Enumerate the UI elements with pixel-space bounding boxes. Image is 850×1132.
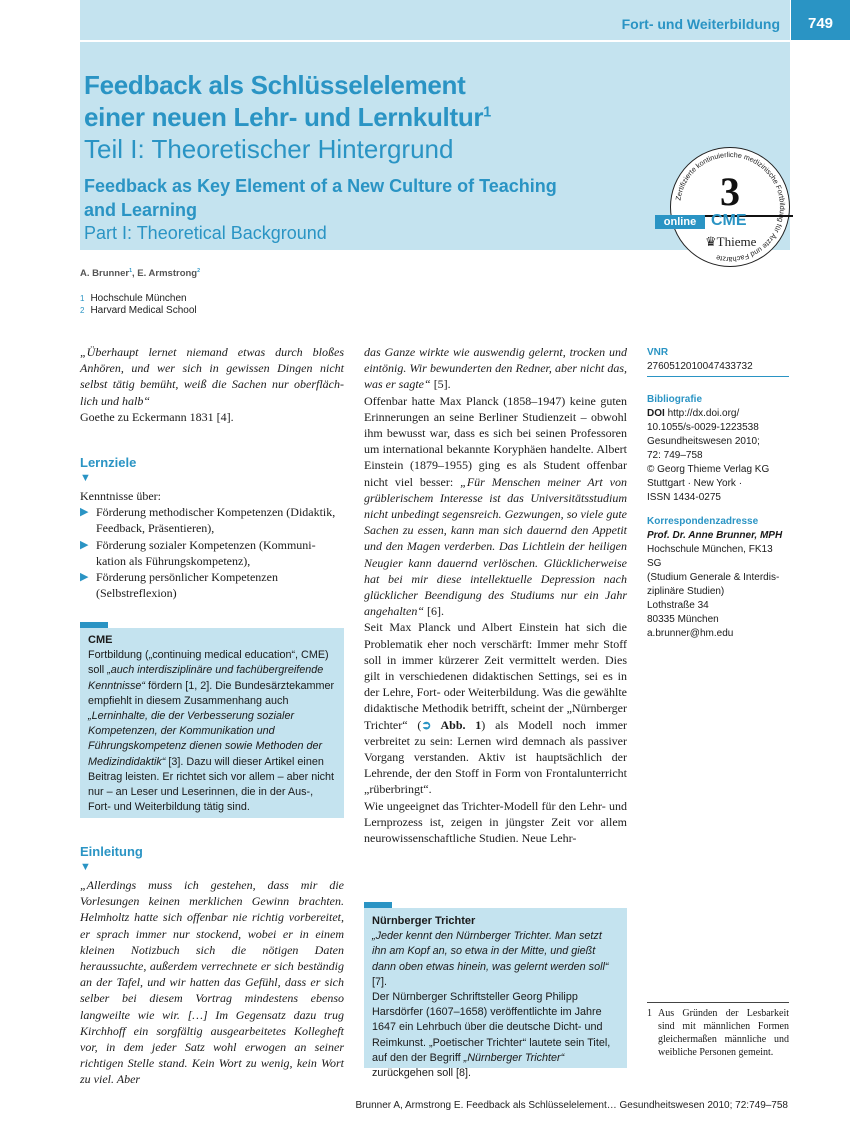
bib-line: © Georg Thieme Verlag KG	[647, 464, 770, 475]
heading-triangle-icon: ▼	[80, 472, 91, 485]
footnote-text: Aus Gründen der Lesbarkeit sind mit männlichen Formen gleichermaßen männliche und weibliche Personen gemeint.	[658, 1008, 789, 1058]
bullet-arrow-icon: ▶	[80, 571, 89, 584]
footnote-number: 1	[647, 1008, 652, 1019]
page-number: 749	[791, 0, 850, 40]
bullet-arrow-icon: ▶	[80, 506, 89, 519]
badge-cme-label: CME	[711, 212, 747, 229]
bib-line: 72: 749–758	[647, 450, 703, 461]
title-en-line-1: Feedback as Key Element of a New Culture of Teaching	[84, 176, 557, 196]
bullet-arrow-icon: ▶	[80, 538, 89, 551]
affiliation-2: 2 Harvard Medical School	[80, 305, 197, 316]
korrespondenz-label: Korrespondenzadresse	[647, 516, 759, 527]
box-tab-marker	[80, 622, 108, 628]
thieme-logo: ♛Thieme	[705, 234, 757, 249]
page-footer: Brunner A, Armstrong E. Feedback als Schlüsselelement… Gesundheitswesen 2010; 72:749–758	[355, 1100, 788, 1111]
title-en-line-2: and Learning	[84, 200, 198, 220]
bib-line: ISSN 1434-0275	[647, 492, 721, 503]
lernziele-intro: Kenntnisse über:	[80, 489, 161, 503]
address-line: Hochschule München, FK13 SG	[647, 544, 773, 569]
title-footnote-mark: 1	[483, 104, 491, 121]
address-line: ziplinäre Studien)	[647, 586, 725, 597]
thieme-crest-icon: ♛	[705, 234, 717, 249]
paragraph-neuro: Wie ungeeignet das Trichter-Modell für den Lehr- und Lernprozess ist, zeigen in jüngster Zeit vor allem neurowissenschaftliche Studien. Neue Lehr-	[364, 798, 627, 846]
cme-box-text: Fortbildung („continuing medical education“, CME) soll „auch interdisziplinäre und fachübergreifende Kenntnisse“ fördern [1, 2]. Die Bundesärztekammer empfiehlt in diesem Zusammenhang auch „Lerninhalte, die der Verbesserung sozialer Kompetenzen, der Kommunikation und Führungskompetenz dienen sowie Methoden der Medizindidaktik“ [3]. Dazu will dieser Artikel einen Beitrag leisten. Er richtet sich vor allem – aber nicht nur – an Leser und Leserinnen, die in der Aus-, Fort- und Weiterbildung tätig sind.	[88, 649, 335, 814]
doi: DOI http://dx.doi.org/	[647, 408, 740, 419]
left-column	[80, 344, 344, 425]
title-de-line-1: Feedback als Schlüsselelement	[84, 70, 466, 100]
bibliografie-label: Bibliografie	[647, 394, 703, 405]
list-item: ▶ Förderung persönlicher Kompetenzen (Selbstreflexion)	[80, 570, 278, 601]
vnr-value: 2760512010047433732	[647, 360, 789, 377]
quote-continuation: das Ganze wirkte wie auswendig gelernt, trocken und eintönig. Wir bewunderten den Redner, aber nicht das, was er sagte“ [5].	[364, 345, 627, 392]
lernziele-heading: Lernziele	[80, 455, 137, 470]
epigraph: „Überhaupt lernet niemand etwas durch bloßes Anhören, und wer sich in gewissen Dingen nicht selbst tätig bemüht, weiß die Sachen nur oberfläch- lich und halb“	[80, 345, 344, 408]
korrespondenz-name: Prof. Dr. Anne Brunner, MPH	[647, 530, 783, 541]
address-line: Lothstraße 34	[647, 600, 709, 611]
einleitung-section	[80, 844, 344, 874]
trichter-box	[364, 908, 627, 1080]
address-line: (Studium Generale & Interdis-	[647, 572, 780, 583]
middle-column	[364, 344, 627, 846]
section-label: Fort- und Weiterbildung	[621, 16, 780, 32]
lernziele-section	[80, 455, 344, 485]
list-item: ▶ Förderung methodischer Kompetenzen (Didaktik, Feedback, Präsentieren),	[80, 505, 336, 536]
lernziele-body	[80, 488, 344, 601]
sidebar	[647, 346, 789, 641]
trichter-box-quote: „Jeder kennt den Nürnberger Trichter. Man setzt ihn am Kopf an, so etwa in der Mitte, und gießt dann oben etwas hinein, was gelernt werden soll“ [7].	[372, 930, 609, 988]
trichter-box-title: Nürnberger Trichter	[372, 915, 476, 927]
einleitung-quote: „Allerdings muss ich gestehen, dass mir die Vorlesungen keinen merklichen Gewinn brachten. Helmholtz hatte sich offenbar nie richtig vorbereitet, er sprach immer nur stockend, wobei er in einem kleinen Notizbuch sich die nötigen Daten heraussuchte, außerdem verrechnete er sich beständig an der Tafel, und wir hatten das Gefühl, dass er sich selber bei diesem Vortrag mindestens ebenso langweilte wie wir. […] Im Gegensatz dazu trug Kirchhoff ein sorgfältig ausgearbeitetes Kollegheft vor, in dem jeder Satz wohl erwogen an seiner richtigen Stelle stand. Kein Wort zu wenig, kein Wort zu viel. Aber	[80, 878, 344, 1087]
einleitung-heading: Einleitung	[80, 844, 143, 859]
author-list: A. Brunner$^1$, E. Armstrong$^2$	[80, 268, 201, 280]
lernziele-list	[80, 504, 344, 601]
badge-number: 3	[720, 169, 740, 214]
badge-online-label: online	[655, 215, 705, 229]
list-item: ▶ Förderung sozialer Kompetenzen (Kommuni-kation als Führungskompetenz),	[80, 537, 316, 568]
vnr-label: VNR	[647, 347, 669, 358]
figure-reference[interactable]: Abb. 1	[431, 717, 482, 732]
title-de-subtitle: Teil I: Theoretischer Hintergrund	[84, 134, 454, 164]
header-bar	[80, 0, 790, 40]
paragraph-planck: Offenbar hatte Max Planck (1858–1947) keine guten Erinnerungen an seine Berliner Studienzeit – obwohl ihm bewusst war, dass es sich bei seinen Professoren um international bekannte Koryphäen handelte. Albert Einstein (1879–1955) ging es als Student offenbar nicht viel besser: „Für Menschen meiner Art von grüblerischem Interesse ist das Universitätsstudium nicht unbedingt segensreich. Gezwungen, so viele gute Sachen zu essen, kann man sich dauernd den Appetit und den Magen verderben. Das Lichtlein der heiligen Neugier kann dauernd verlöschen. Glücklicherweise hat bei mir diese intellektuelle Depression nach glücklicher Beendigung des Studiums nur ein Jahr angehalten“ [6].	[364, 393, 627, 619]
epigraph-source: Goethe zu Eckermann 1831 [4].	[80, 409, 234, 424]
paragraph-trichter: Seit Max Planck und Albert Einstein hat sich die Problematik eher noch verschärft: Immer mehr Stoff soll in immer kürzerer Zeit vermittelt werden. Dies gilt in verschiedenen didaktischen Settings, sei es in der Lehre, Fort- oder Weiterbildung. Was die gewählte didaktische Methodik betrifft, scheint der „Nürnberger Trichter“ (➲ Abb. 1) als Modell noch immer verbreitet zu sein: Lernen wird demnach als passiver Vorgang verstanden. Aktiv ist hauptsächlich der Lehrende, der den Stoff in Form von Frontalunterricht „rüberbringt“.	[364, 620, 628, 797]
cme-badge	[663, 147, 790, 267]
cme-box-title: CME	[88, 634, 113, 646]
box-tab-marker	[364, 902, 392, 908]
figure-arrow-icon: ➲	[421, 717, 432, 732]
trichter-box-text: Der Nürnberger Schriftsteller Georg Philipp Harsdörfer (1607–1658) veröffentlichte im Jahre 1647 ein Lehrbuch über die deutsche Dicht- und Reimkunst. „Poetischer Trichter“ lautete sein Titel, auf den der Begriff „Nürnberger Trichter“ zurückgehen soll [8].	[372, 991, 611, 1080]
address-line: 80335 München	[647, 614, 719, 625]
bib-line: Gesundheitswesen 2010;	[647, 436, 760, 447]
svg-text:Zertifizierte kontinuierliche: Zertifizierte kontinuierliche medizinische Fortbildu g für Ärzte und Fachärzte	[673, 149, 788, 265]
affiliation-1: 1 Hochschule München	[80, 293, 187, 304]
title-de-line-2: einer neuen Lehr- und Lernkultur$^1$	[84, 102, 491, 132]
email-link[interactable]: a.brunner@hm.edu	[647, 628, 734, 639]
title-en-subtitle: Part I: Theoretical Background	[84, 223, 327, 243]
heading-triangle-icon: ▼	[80, 861, 91, 874]
doi-link[interactable]: http://dx.doi.org/	[667, 408, 740, 419]
bib-line: Stuttgart · New York ·	[647, 478, 743, 489]
doi-line-2: 10.1055/s-0029-1223538	[647, 422, 759, 433]
footnote	[647, 1002, 789, 1059]
cme-box	[80, 628, 344, 818]
